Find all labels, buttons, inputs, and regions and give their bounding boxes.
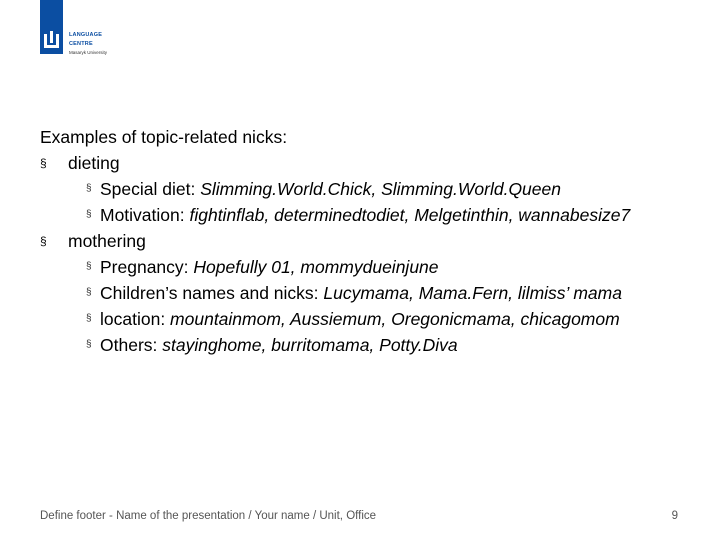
item-examples: Slimming.World.Chick, Slimming.World.Queen: [200, 179, 561, 199]
bullet-icon: §: [86, 313, 92, 324]
item-label: Others:: [100, 335, 163, 355]
bullet-icon: §: [86, 339, 92, 350]
list-item: [68, 282, 680, 304]
list-item: [68, 308, 680, 330]
topic-dieting: [40, 152, 680, 226]
bullet-icon: §: [40, 234, 47, 248]
university-logo-icon: [40, 0, 63, 54]
item-label: Special diet:: [100, 179, 201, 199]
logo-subtitle: Masaryk University: [69, 50, 108, 55]
topic-list: [40, 152, 680, 356]
bullet-icon: §: [86, 287, 92, 298]
topic-sublist: [68, 178, 680, 226]
item-examples: fightinflab, determinedtodiet, Melgetinthin, wannabesize7: [189, 205, 631, 225]
logo-text: [69, 31, 102, 49]
logo-line-2: CENTRE: [69, 41, 93, 47]
item-label: Pregnancy:: [100, 257, 194, 277]
item-label: Motivation:: [100, 205, 190, 225]
item-label: Children’s names and nicks:: [100, 283, 324, 303]
bullet-icon: §: [86, 261, 92, 272]
logo-line-1: LANGUAGE: [69, 32, 103, 38]
intro-text: Examples of topic-related nicks:: [40, 127, 288, 147]
bullet-icon: §: [86, 209, 92, 220]
item-examples: Hopefully 01, mommydueinjune: [193, 257, 439, 277]
topic-sublist: [68, 256, 680, 356]
topic-title: dieting: [68, 153, 120, 173]
list-item: [68, 204, 680, 226]
item-examples: stayinghome, burritomama, Potty.Diva: [162, 335, 458, 355]
list-item: [68, 256, 680, 278]
list-item: [68, 178, 680, 200]
item-label: location:: [100, 309, 171, 329]
language-centre-logo: [40, 0, 160, 56]
item-examples: Lucymama, Mama.Fern, lilmiss’ mama: [323, 283, 622, 303]
topic-mothering: [40, 230, 680, 356]
slide-content: [40, 126, 680, 360]
slide-footer: Define footer - Name of the presentation / Your name / Unit, Office: [40, 510, 377, 522]
list-item: [68, 334, 680, 356]
topic-title: mothering: [68, 231, 146, 251]
bullet-icon: §: [40, 156, 47, 170]
page-number: 9: [671, 510, 678, 522]
bullet-icon: §: [86, 183, 92, 194]
item-examples: mountainmom, Aussiemum, Oregonicmama, chicagomom: [170, 309, 620, 329]
